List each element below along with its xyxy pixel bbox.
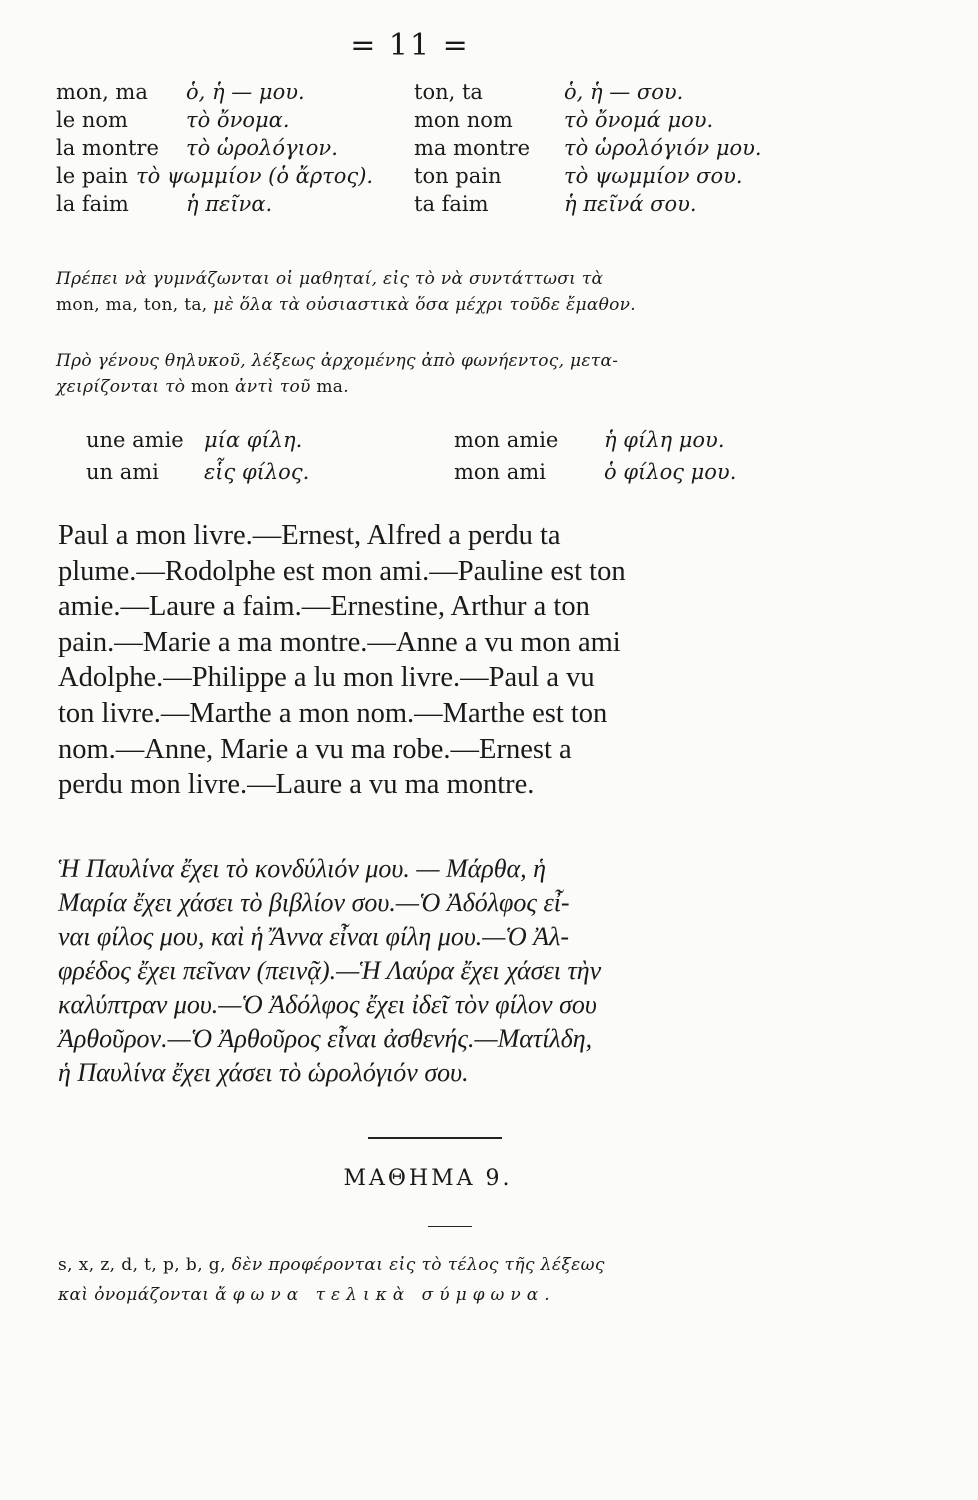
vocab-row [56, 134, 796, 162]
vocab-french: la faim [56, 192, 129, 216]
vocab-greek: τὸ ὡρολόγιον. [186, 136, 338, 160]
exercise-line: Μαρία ἔχει χάσει τὸ βιβλίον σου.—Ὁ Ἀδόλφος εἶ- [58, 888, 570, 917]
exercise-line: καλύπτραν μου.—Ὁ Ἀδόλφος ἔχει ἰδεῖ τὸν φίλον σου [58, 990, 597, 1019]
footnote-line [58, 1250, 808, 1280]
vocabulary-table [56, 78, 796, 218]
grammar-note-line: Πρέπει νὰ γυμνάζωνται οἱ μαθηταί, εἰς τὸ νὰ συντάττωσι τὰ [56, 269, 604, 289]
exercise-line: Ἡ Παυλίνα ἔχει τὸ κονδύλιόν μου. — Μάρθα, ἡ [58, 854, 547, 883]
vocab-french: ta faim [414, 192, 489, 216]
vocab-row [56, 78, 796, 106]
grammar-note-greek: . [343, 377, 349, 397]
vocab-row [56, 106, 796, 134]
vocab-french: le nom [56, 108, 128, 132]
exercise-line: Adolphe.—Philippe a lu mon livre.—Paul a vu [58, 662, 595, 694]
grammar-note-line: Πρὸ γένους θηλυκοῦ, λέξεως ἀρχομένης ἀπὸ φωνήεντος, μετα- [56, 351, 619, 371]
footnote-greek: καὶ ὀνομάζονται [58, 1285, 216, 1305]
vocab-row [56, 190, 796, 218]
exercise-line: Paul a mon livre.—Ernest, Alfred a perdu ta [58, 520, 561, 551]
example-table [86, 424, 786, 488]
exercise-line: φρέδος ἔχει πεῖναν (πεινᾷ).—Ἡ Λαύρα ἔχει χάσει τὴν [58, 956, 602, 985]
exercise-line: ναι φίλος μου, καὶ ἡ Ἄννα εἶναι φίλη μου.—Ὁ Ἀλ- [58, 922, 570, 951]
vocab-french: la montre [56, 136, 159, 160]
grammar-note-greek: ἀντὶ τοῦ [229, 377, 317, 397]
vocab-greek: τὸ ψωμμίον (ὁ ἄρτος). [136, 164, 374, 188]
vocab-french: mon, ma [56, 80, 148, 104]
section-divider [368, 1137, 502, 1139]
example-row [86, 424, 786, 456]
footnote-greek: δὲν προφέρονται εἰς τὸ τέλος τῆς λέξεως [225, 1255, 605, 1275]
french-exercise [58, 518, 798, 803]
example-greek: ἡ φίλη μου. [604, 428, 725, 452]
vocab-greek: ὁ, ἡ — σου. [564, 80, 684, 104]
example-greek: μία φίλη. [204, 428, 303, 452]
example-greek: ὁ φίλος μου. [604, 460, 737, 484]
example-french: mon ami [454, 460, 546, 484]
vocab-greek: τὸ ὄνομά μου. [564, 108, 714, 132]
example-row [86, 456, 786, 488]
exercise-line: pain.—Marie a ma montre.—Anne a vu mon ami [58, 626, 621, 658]
footnote-term: ἄφωνα τελικὰ σύμφωνα. [215, 1285, 556, 1305]
exercise-line: ἡ Παυλίνα ἔχει χάσει τὸ ὡρολόγιόν σου. [58, 1058, 469, 1087]
exercise-line: Ἀρθοῦρον.—Ὁ Ἀρθοῦρος εἶναι ἀσθενής.—Ματίλδη, [58, 1024, 593, 1053]
greek-exercise [58, 852, 798, 1090]
vocab-greek: ὁ, ἡ — μου. [186, 80, 305, 104]
vocab-french: ton pain [414, 164, 502, 188]
exercise-line: amie.—Laure a faim.—Ernestine, Arthur a ton [58, 591, 590, 623]
example-french: un ami [86, 460, 159, 484]
example-greek: εἷς φίλος. [204, 460, 310, 484]
vocab-greek: ἡ πεῖνα. [186, 192, 273, 216]
example-french: mon amie [454, 428, 559, 452]
vocab-greek: ἡ πεῖνά σου. [564, 192, 697, 216]
grammar-note-greek: χειρίζονται τὸ [56, 377, 192, 397]
vocab-greek: τὸ ψωμμίον σου. [564, 164, 743, 188]
footnote-letters: s, x, z, d, t, p, b, g, [58, 1255, 226, 1275]
exercise-line: ton livre.—Marthe a mon nom.—Marthe est ton [58, 697, 608, 729]
vocab-greek: τὸ ὄνομα. [186, 108, 290, 132]
lesson-title: ΜΑΘΗΜΑ 9. [343, 1166, 513, 1191]
footnote-line [58, 1280, 808, 1310]
vocab-french: ma montre [414, 136, 531, 160]
grammar-note-french: ma [316, 377, 344, 397]
example-french: une amie [86, 428, 184, 452]
vocab-french: ton, ta [414, 80, 483, 104]
exercise-line: nom.—Anne, Marie a vu ma robe.—Ernest a [58, 733, 572, 765]
title-divider [428, 1226, 472, 1227]
grammar-note-line [56, 374, 796, 400]
exercise-line: plume.—Rodolphe est mon ami.—Pauline est ton [58, 555, 626, 587]
grammar-note-french: mon [191, 377, 230, 397]
vocab-french: le pain [56, 164, 129, 188]
page-number: = 11 = [350, 28, 470, 63]
grammar-note [56, 266, 796, 318]
grammar-note-french: mon, ma, ton, ta, [56, 295, 208, 315]
grammar-note-greek: μὲ ὅλα τὰ οὐσιαστικὰ ὅσα μέχρι τοῦδε ἔμαθον. [207, 295, 637, 315]
grammar-note-line [56, 292, 796, 318]
exercise-line: perdu mon livre.—Laure a vu ma montre. [58, 769, 535, 801]
grammar-note [56, 348, 796, 400]
vocab-row [56, 162, 796, 190]
vocab-french: mon nom [414, 108, 513, 132]
footnote [58, 1250, 808, 1310]
vocab-greek: τὸ ὡρολόγιόν μου. [564, 136, 762, 160]
